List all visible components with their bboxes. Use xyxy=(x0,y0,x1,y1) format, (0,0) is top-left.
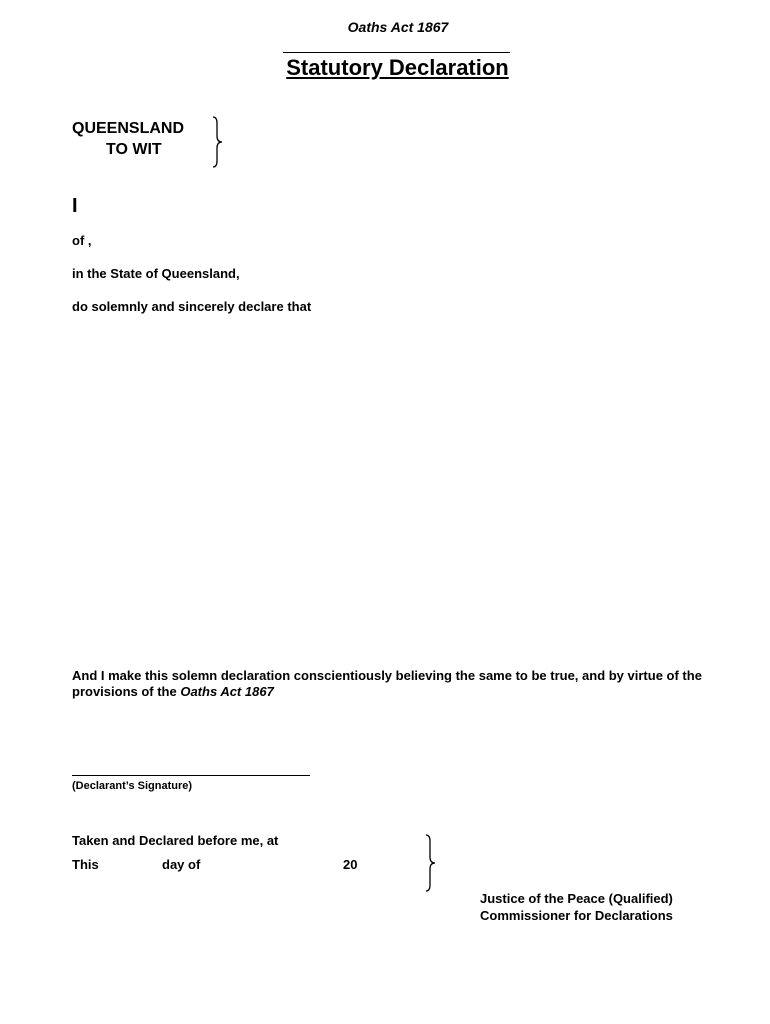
witness-taken-line: Taken and Declared before me, at xyxy=(72,833,279,848)
curly-brace-icon xyxy=(210,116,224,168)
title-top-rule xyxy=(283,52,510,53)
witness-role-commissioner: Commissioner for Declarations xyxy=(480,908,673,923)
witness-roles xyxy=(480,890,673,924)
page-title: Statutory Declaration xyxy=(286,55,509,80)
curly-brace-icon xyxy=(423,834,437,892)
witness-role-jp: Justice of the Peace (Qualified) xyxy=(480,891,673,906)
jurisdiction-block xyxy=(72,118,184,160)
signature-label: (Declarant’s Signature) xyxy=(72,780,193,792)
signature-line xyxy=(72,775,310,776)
witness-year-prefix: 20 xyxy=(343,857,358,872)
witness-this-label: This xyxy=(72,857,99,872)
declarant-state-line: in the State of Queensland, xyxy=(72,266,240,281)
declarant-address-line: of , xyxy=(72,233,92,248)
solemn-declaration-text: And I make this solemn declaration conscientiously believing the same to be true, and by virtue of the provisions of the xyxy=(72,668,702,699)
jurisdiction-to-wit: TO WIT xyxy=(106,141,162,158)
declarant-pronoun: I xyxy=(72,195,78,217)
act-reference: Oaths Act 1867 xyxy=(347,19,449,35)
solemn-declaration-paragraph xyxy=(72,668,732,700)
solemn-declaration-act: Oaths Act 1867 xyxy=(180,684,274,699)
declaration-intro: do solemnly and sincerely declare that xyxy=(72,299,312,314)
jurisdiction-state: QUEENSLAND xyxy=(72,120,185,137)
witness-day-of-label: day of xyxy=(162,857,201,872)
